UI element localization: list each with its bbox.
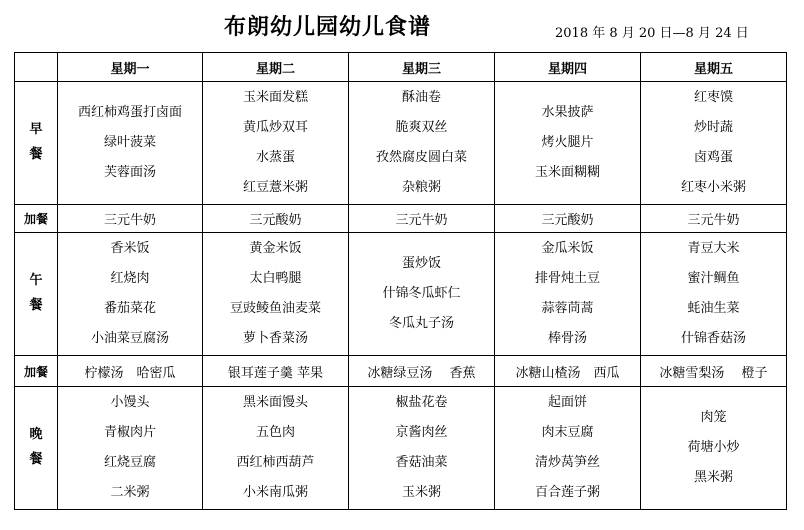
dish-item: 冬瓜丸子汤	[388, 316, 454, 331]
dish-item: 黄金米饭	[249, 241, 302, 256]
dish-item: 蜜汁鲷鱼	[687, 271, 740, 286]
dish-item: 红烧肉	[110, 271, 150, 286]
dish-list	[495, 98, 640, 188]
dish-item: 什锦香菇汤	[680, 331, 746, 346]
dish-item: 水果披萨	[541, 105, 594, 120]
dish-item: 玉米面发糕	[242, 90, 308, 105]
dish-item: 西红柿西葫芦	[236, 455, 315, 470]
lunch-row	[15, 233, 787, 356]
dish-list	[495, 234, 640, 354]
meal-label-top: 午	[29, 273, 43, 289]
dish-item: 起面饼	[547, 395, 587, 410]
dish-item: 五色肉	[255, 425, 295, 440]
dish-item: 炒时蔬	[693, 120, 733, 135]
meal-label-lunch	[15, 233, 58, 356]
menu-cell	[495, 82, 641, 205]
dish-list	[203, 388, 348, 508]
dish-item: 香菇油菜	[395, 455, 448, 470]
dish-item: 西红柿鸡蛋打卤面	[77, 105, 182, 120]
menu-cell	[58, 387, 203, 510]
dish-item: 红枣馍	[693, 90, 733, 105]
dish-item: 小馒头	[110, 395, 150, 410]
dish-item: 太白鸭腿	[249, 271, 302, 286]
dish-list	[495, 388, 640, 508]
meal-label-dinner	[15, 387, 58, 510]
snack-cell: 冰糖雪梨汤 橙子	[641, 356, 787, 387]
menu-cell	[203, 233, 349, 356]
day-header: 星期四	[495, 53, 641, 82]
dish-item: 百合莲子粥	[534, 485, 600, 500]
dish-list	[641, 403, 786, 493]
snack-cell: 三元酸奶	[495, 205, 641, 233]
meal-label-top: 早	[29, 122, 43, 138]
dish-item: 玉米面糊糊	[534, 165, 600, 180]
dinner-row	[15, 387, 787, 510]
snack-cell: 三元酸奶	[203, 205, 349, 233]
dish-item: 玉米粥	[401, 485, 441, 500]
dish-item: 黑米面馒头	[242, 395, 308, 410]
menu-cell	[641, 233, 787, 356]
dish-item: 青豆大米	[687, 241, 740, 256]
dish-item: 肉笼	[700, 410, 727, 425]
snack-label: 加餐	[15, 356, 58, 387]
dish-item: 卤鸡蛋	[693, 150, 733, 165]
menu-cell	[58, 82, 203, 205]
dish-item: 金瓜米饭	[541, 241, 594, 256]
day-header: 星期五	[641, 53, 787, 82]
dish-item: 水蒸蛋	[255, 150, 295, 165]
dish-item: 小米南瓜粥	[242, 485, 308, 500]
snack-cell: 三元牛奶	[349, 205, 495, 233]
dish-item: 芙蓉面汤	[103, 165, 156, 180]
menu-cell	[349, 387, 495, 510]
day-header: 星期三	[349, 53, 495, 82]
dish-item: 什锦冬瓜虾仁	[382, 286, 461, 301]
dish-item: 蒜蓉茼蒿	[541, 301, 594, 316]
dish-item: 小油菜豆腐汤	[90, 331, 169, 346]
dish-item: 蚝油生菜	[687, 301, 740, 316]
dish-list	[641, 234, 786, 354]
dish-item: 香米饭	[110, 241, 150, 256]
dish-item: 荷塘小炒	[687, 440, 740, 455]
snack-cell: 柠檬汤 哈密瓜	[58, 356, 203, 387]
dish-item: 红枣小米粥	[680, 180, 746, 195]
dish-item: 豆豉鲮鱼油麦菜	[229, 301, 321, 316]
dish-item: 孜然腐皮圆白菜	[375, 150, 467, 165]
snack-cell: 银耳莲子羹 苹果	[203, 356, 349, 387]
menu-cell	[641, 387, 787, 510]
snack1-row	[15, 205, 787, 233]
dish-item: 绿叶菠菜	[103, 135, 156, 150]
header-row	[15, 53, 787, 82]
dish-item: 黄瓜炒双耳	[242, 120, 308, 135]
dish-item: 萝卜香菜汤	[242, 331, 308, 346]
menu-cell	[495, 233, 641, 356]
dish-item: 黑米粥	[693, 470, 733, 485]
dish-item: 红烧豆腐	[103, 455, 156, 470]
dish-item: 二米粥	[110, 485, 150, 500]
dish-list	[349, 388, 494, 508]
dish-list	[349, 83, 494, 203]
menu-cell	[203, 82, 349, 205]
menu-cell	[349, 233, 495, 356]
snack-cell: 三元牛奶	[641, 205, 787, 233]
dish-item: 烤火腿片	[541, 135, 594, 150]
meal-label-breakfast	[15, 82, 58, 205]
meal-label-bottom: 餐	[29, 147, 43, 162]
meal-label-top: 晚	[29, 427, 43, 443]
snack-cell: 冰糖绿豆汤 香蕉	[349, 356, 495, 387]
dish-list	[203, 83, 348, 203]
dish-item: 杂粮粥	[401, 180, 441, 195]
dish-item: 酥油卷	[401, 90, 441, 105]
breakfast-row	[15, 82, 787, 205]
menu-cell	[203, 387, 349, 510]
dish-item: 肉末豆腐	[541, 425, 594, 440]
meal-label-bottom: 餐	[29, 298, 43, 313]
day-header: 星期二	[203, 53, 349, 82]
dish-list	[58, 234, 202, 354]
dish-item: 棒骨汤	[547, 331, 587, 346]
meal-label-bottom: 餐	[29, 452, 43, 467]
menu-cell	[641, 82, 787, 205]
dish-item: 清炒莴笋丝	[534, 455, 600, 470]
dish-item: 青椒肉片	[103, 425, 156, 440]
page-title: 布朗幼儿园幼儿食谱	[224, 15, 432, 40]
dish-list	[58, 388, 202, 508]
dish-item: 排骨炖土豆	[534, 271, 600, 286]
dish-list	[203, 234, 348, 354]
snack-cell: 冰糖山楂汤 西瓜	[495, 356, 641, 387]
day-header: 星期一	[58, 53, 203, 82]
dish-item: 红豆薏米粥	[242, 180, 308, 195]
corner-cell	[15, 53, 58, 82]
menu-table	[14, 52, 787, 510]
dish-list	[641, 83, 786, 203]
menu-cell	[349, 82, 495, 205]
dish-item: 脆爽双丝	[395, 120, 448, 135]
date-range: 2018 年 8 月 20 日—8 月 24 日	[555, 26, 749, 41]
snack2-row	[15, 356, 787, 387]
snack-cell: 三元牛奶	[58, 205, 203, 233]
dish-list	[349, 249, 494, 339]
menu-cell	[58, 233, 203, 356]
dish-item: 蛋炒饭	[401, 256, 441, 271]
snack-label: 加餐	[15, 205, 58, 233]
menu-cell	[495, 387, 641, 510]
dish-item: 番茄菜花	[103, 301, 156, 316]
dish-item: 京酱肉丝	[395, 425, 448, 440]
dish-list	[58, 98, 202, 188]
dish-item: 椒盐花卷	[395, 395, 448, 410]
